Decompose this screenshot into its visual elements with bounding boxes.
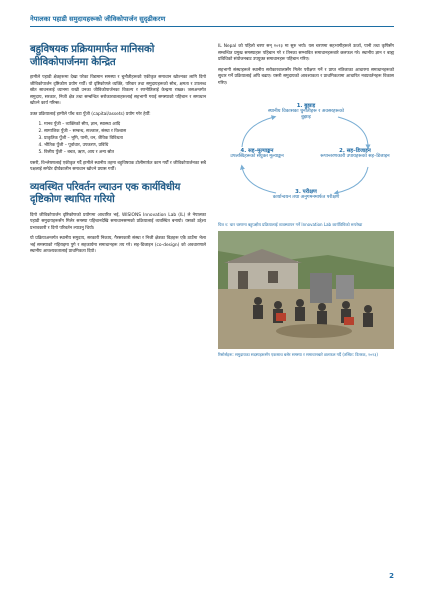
- paragraph: दिगो जीविकोपार्जन दृष्टिकोणको प्रयोगमा आधारित भई, WISIONS Innovation Lab (IL) ले नेपालका पहाडी समुदायहरूसँग मिलेर समस्या पहिचानदेखि समाधानसम्मको प्रक्रियालाई व्यवस्थित बनायो। यसको उद्देश्य प्रभावकारी र दिगो परिवर्तन ल्याउनु थियो।: [30, 212, 206, 231]
- community-meeting-photo: [218, 231, 394, 349]
- step-understanding: 1. बुझाइ स्थानीय विकासका चुनौतीहरू र अवसरहरूको बुझाइ: [268, 103, 344, 120]
- paragraph: IL Nepal को पहिलो चरण सन् २०२३ मा सुरु भयो। यस चरणमा सहभागीहरूले ऊर्जा, पानी तथा कृषिसँग सम्बन्धित प्रमुख समस्याहरू पहिचान गरे र तिनका सम्भावित समाधानहरूबारे छलफल गरे। स्थानीय ज्ञान र बाह्य प्रविधिको संयोजनबाट उपयुक्त समाधानहरू पहिचान गरिए।: [218, 44, 394, 62]
- step-co-design: 2. सह–डिजाइन रूपान्तरणकारी उपायहरूको सह–डिजाइन: [320, 148, 390, 159]
- photo-illustration: [218, 231, 394, 349]
- process-cycle-diagram: [218, 91, 394, 219]
- step-testing: 3. परीक्षण कार्यान्वयन तथा अनुगमनमार्फत परीक्षण: [272, 189, 340, 200]
- right-column: [218, 44, 394, 362]
- list-item: 4. भौतिक पुँजी – पूर्वाधार, उपकरण, प्रविधि: [44, 143, 206, 150]
- capitals-list: [30, 122, 206, 157]
- list-item: 5. वित्तीय पुँजी – बचत, ऋण, आय र अन्य स्रोत: [44, 150, 206, 157]
- list-item: 1. मानव पुँजी – व्यक्तिको सीप, ज्ञान, स्वास्थ्य आदि: [44, 122, 206, 129]
- list-item: 2. सामाजिक पुँजी – सम्बन्ध, सञ्जाल, संस्था र विश्वास: [44, 129, 206, 136]
- figure-caption-2: रिसोर्सहरू: समुदायका सदस्यहरूसँग एकसाथ बसेर समस्या र समाधानबारे छलफल गर्दै (तस्विर: वितरक, २०२३): [218, 352, 378, 358]
- paragraph: हामीले पहाडी क्षेत्रहरूमा देखा परेका विद्यमान समस्या र चुनौतीहरूको एकीकृत समाधान खोज्नका लागि दिगो जीविकोपार्जन दृष्टिकोण प्रयोग गर्यौं। यो दृष्टिकोणले व्यक्ति, परिवार तथा समुदायहरूको सोच, क्षमता र उपलब्ध स्रोत साधनलाई ध्यानमा राखी उनका जीविकोपार्जनका विकल्प र रणनीतिलाई केन्द्रमा राख्छ। जसअन्तर्गत समुदाय, सरकार, निजी क्षेत्र तथा सम्बन्धित सरोकारवालाहरूलाई सहभागी गराई समस्याको पहिचान र समाधान खोज्ने कार्य गरिन्छ।: [30, 75, 206, 106]
- section-heading-1: बहुविषयक प्रक्रियामार्फत मानिसको जीविकोपार्जनमा केन्द्रित: [30, 44, 155, 68]
- paragraph: सहभागी संस्थाहरूले स्थानीय सरोकारवालासँग मिलेर परीक्षण गर्ने र प्राप्त नतिजाका आधारमा समाधानहरूको सुधार गर्ने प्रक्रियालाई अघि बढाए। यसरी समुदायको आवश्यकता र प्राथमिकतामा आधारित नवप्रवर्तनहरू विकास गरिए।: [218, 67, 394, 86]
- list-item: 3. प्राकृतिक पुँजी – भूमि, पानी, वन, जैविक विविधता: [44, 136, 206, 143]
- section-heading-2: व्यवस्थित परिवर्तन ल्याउन एक कार्यविधीय दृष्टिकोण स्थापित गरियो: [30, 181, 181, 205]
- paragraph: यो प्रक्रियाअन्तर्गत स्थानीय समुदाय, सरकारी निकाय, गैरसरकारी संस्था र निजी क्षेत्रका विज्ञहरू एकै ठाउँमा भेला भई समस्याको गहिराइमा पुगे र सहकार्यमा समाधानहरू तय गरे। सह-डिजाइन (co-design) को अवधारणाले स्थानीय आवश्यकतालाई प्राथमिकता दियो।: [30, 236, 206, 254]
- left-column: [30, 44, 206, 260]
- figure-caption-1: चित्र १: चार चरणमा बहुपक्षीय प्रक्रियालाई व्यवस्थापन गर्ने Innovation Lab कार्यविधिको रूपरेखा: [218, 222, 363, 227]
- page-number: 2: [389, 572, 394, 580]
- step-co-evaluation: 4. सह–मूल्याङ्कन उपलब्धिहरूको संयुक्त मूल्याङ्कन: [230, 148, 284, 159]
- running-header: नेपालका पहाडी समुदायहरूको जीविकोपार्जन सुदृढीकरण: [30, 13, 394, 27]
- paragraph: यसरी, विश्लेषणलाई एकीकृत गर्दै हामीले स्थानीय तहमा बहुविषयक टोलीमार्फत काम गर्यौं र जीविकोपार्जनका सबै पक्षलाई समेटेर दीर्घकालीन समाधान खोज्ने प्रयास गर्यौं।: [30, 160, 206, 172]
- paragraph: उक्त प्रक्रियालाई हामीले पाँच वटा पुँजी (capital/assets) प्रयोग गरेर हेर्यौं:: [30, 111, 151, 117]
